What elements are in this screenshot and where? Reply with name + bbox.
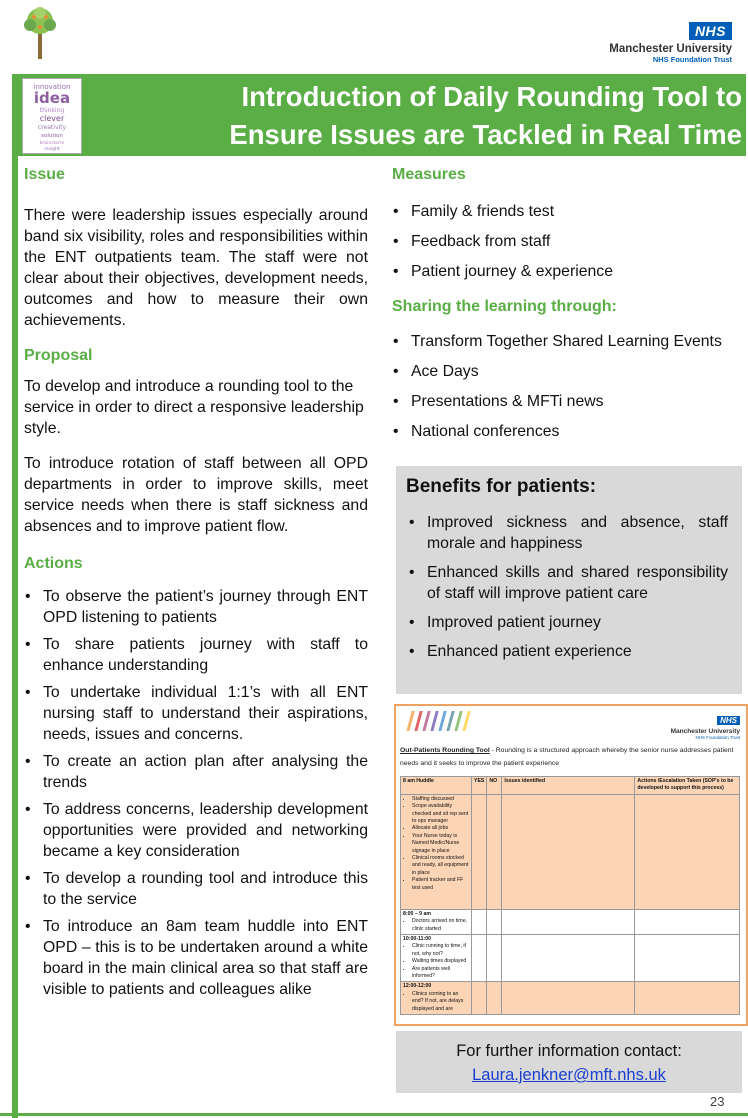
list-item: • To develop a rounding tool and introduce this to the service: [24, 868, 368, 910]
list-item: • Family & friends test: [392, 201, 734, 222]
title-line-2: Ensure Issues are Tackled in Real Time: [229, 119, 742, 150]
idea-word-cloud-image: [22, 78, 82, 154]
tool-nhs-logo: [671, 710, 740, 740]
nhs-badge: NHS: [689, 22, 732, 40]
table-header-row: [401, 777, 740, 795]
tool-org-name: Manchester University: [670, 728, 740, 735]
tool-intro-text: - Rounding is a structured approach whereby the senior nurse addresses patient needs and it seeks to improve the patient experience: [400, 747, 734, 767]
checklist: [403, 991, 469, 1013]
table-row: [401, 909, 740, 934]
contact-email-link[interactable]: Laura.jenkner@mft.nhs.uk: [472, 1066, 666, 1084]
proposal-text-2: To introduce rotation of staff between all OPD departments in order to improve skills, meet service needs when there is staff sickness and absences and to improve patient flow.: [24, 455, 368, 535]
list-item: • Clinical rooms stocked and ready, all equipment in place: [412, 855, 469, 877]
word-cloud-word: idea: [33, 89, 71, 107]
time-slot: 12:00-12:00: [403, 983, 432, 990]
rounding-tool-table: [400, 776, 740, 1015]
list-item: • Staffing discussed: [412, 796, 469, 803]
table-cell: [502, 909, 635, 934]
word-cloud-word: creativity: [37, 124, 67, 131]
table-cell: [487, 794, 502, 909]
table-cell: [635, 935, 740, 982]
list-item: • To share patients journey with staff to enhance understanding: [24, 634, 368, 676]
list-item: • Are patients well informed?: [412, 966, 469, 981]
table-cell: [635, 794, 740, 909]
sharing-list: [392, 331, 734, 442]
issue-text: There were leadership issues especially around band six visibility, roles and responsibilities within the ENT outpatients team. The staff were not clear about their objectives, development needs, outcomes and how to measure their own achievements.: [24, 207, 368, 329]
list-item: • To observe the patient’s journey through ENT OPD listening to patients: [24, 586, 368, 628]
tool-intro: [400, 744, 740, 770]
list-item: • Enhanced skills and shared responsibility of staff will improve patient care: [408, 562, 728, 604]
bottom-accent-rule: [0, 1113, 748, 1116]
benefits-heading: Benefits for patients:: [406, 476, 597, 497]
list-item: • Enhanced patient experience: [408, 641, 728, 662]
table-row: [401, 935, 740, 982]
contact-label: For further information contact:: [456, 1042, 682, 1060]
benefits-list: [408, 512, 728, 662]
checklist: [403, 918, 469, 933]
table-cell: [502, 982, 635, 1015]
list-item: • Doctors arrived on time, clinic started: [412, 918, 469, 933]
word-cloud-word: brainstorm: [39, 141, 65, 146]
table-cell: [502, 935, 635, 982]
time-slot: 10:00-11:00: [403, 936, 431, 943]
list-item: • Your Nurse today is Named Medic/Nurse signage in place: [412, 833, 469, 855]
table-row: [401, 982, 740, 1015]
list-item: • Scope availability checked and sit rep sent to ops manager: [412, 803, 469, 825]
sharing-heading: Sharing the learning through:: [392, 298, 617, 315]
tree-logo-icon: [16, 5, 64, 61]
list-item: • Feedback from staff: [392, 231, 734, 252]
table-cell: [487, 982, 502, 1015]
measures-heading: Measures: [392, 166, 466, 183]
table-cell: [487, 935, 502, 982]
table-cell: [401, 909, 472, 934]
org-trust: NHS Foundation Trust: [652, 55, 732, 64]
column-header: YES: [472, 777, 487, 795]
list-item: • To address concerns, leadership development opportunities were provided and networking became a key consideration: [24, 799, 368, 862]
list-item: • Improved sickness and absence, staff morale and happiness: [408, 512, 728, 554]
list-item: • Clinics coming to an end? If not, are delays displayed and are: [412, 991, 469, 1013]
word-cloud-word: innovation: [33, 83, 71, 91]
table-row: [401, 794, 740, 909]
proposal-heading: Proposal: [24, 347, 93, 364]
tool-org-trust: NHS Foundation Trust: [695, 735, 740, 740]
left-accent-rule: [12, 156, 18, 1118]
actions-list: [24, 586, 368, 1000]
list-item: • To undertake individual 1:1’s with all ENT nursing staff to understand their aspirations, needs, issues and concerns.: [24, 682, 368, 745]
table-cell: [401, 794, 472, 909]
word-cloud-word: solution: [41, 133, 63, 139]
left-column: [24, 164, 368, 1000]
list-item: • Clinic running to time, if not, why not?: [412, 943, 469, 958]
table-cell: [472, 982, 487, 1015]
checklist: [403, 796, 469, 892]
poster-title: [162, 78, 742, 154]
table-cell: [472, 909, 487, 934]
tool-nhs-badge: NHS: [717, 716, 740, 725]
table-cell: [472, 935, 487, 982]
table-cell: [487, 909, 502, 934]
page-number: 23: [710, 1094, 725, 1109]
list-item: • Patient journey & experience: [392, 261, 734, 282]
column-header: Actions /Escalation Taken (SOP's to be developed to support this process): [635, 777, 740, 795]
word-cloud-word: insight: [44, 147, 60, 152]
word-cloud-word: clever: [39, 114, 65, 123]
column-header: NO: [487, 777, 502, 795]
issue-heading: Issue: [24, 166, 65, 183]
stripes-logo-icon: [404, 710, 484, 732]
actions-heading: Actions: [24, 555, 83, 572]
time-slot: 8:00 – 9 am: [403, 910, 431, 917]
proposal-text-1: To develop and introduce a rounding tool to the service in order to direct a responsive leadership style.: [24, 378, 364, 437]
list-item: • Patient tracker and FF test used: [412, 877, 469, 892]
right-column: [392, 164, 734, 442]
nhs-trust-logo: [609, 22, 732, 64]
contact-panel: [396, 1031, 742, 1093]
list-item: • Ace Days: [392, 361, 734, 382]
table-cell: [401, 935, 472, 982]
list-item: • Waiting times displayed: [412, 958, 469, 965]
column-header: Issues identified: [502, 777, 635, 795]
word-cloud-word: thinking: [39, 107, 65, 114]
list-item: • Improved patient journey: [408, 612, 728, 633]
tool-title: Out-Patients Rounding Tool: [400, 747, 490, 754]
list-item: • To create an action plan after analysing the trends: [24, 751, 368, 793]
list-item: • Allocate all jobs: [412, 825, 469, 832]
table-cell: [401, 982, 472, 1015]
list-item: • To introduce an 8am team huddle into ENT OPD – this is to be undertaken around a white board in the main clinical area so that staff are visible to patients and colleagues alike: [24, 916, 368, 1000]
table-cell: [635, 909, 740, 934]
measures-list: [392, 201, 734, 282]
org-name: Manchester University: [609, 43, 732, 55]
column-header: 8 am Huddle: [401, 777, 472, 795]
checklist: [403, 943, 469, 980]
table-cell: [502, 794, 635, 909]
list-item: • Presentations & MFTi news: [392, 391, 734, 412]
list-item: • Transform Together Shared Learning Events: [392, 331, 734, 352]
rounding-tool-image: [394, 704, 748, 1026]
title-line-1: Introduction of Daily Rounding Tool to: [241, 81, 742, 112]
list-item: • National conferences: [392, 421, 734, 442]
table-cell: [472, 794, 487, 909]
word-cloud-graphic: [23, 79, 81, 153]
benefits-panel: [396, 466, 742, 694]
table-cell: [635, 982, 740, 1015]
